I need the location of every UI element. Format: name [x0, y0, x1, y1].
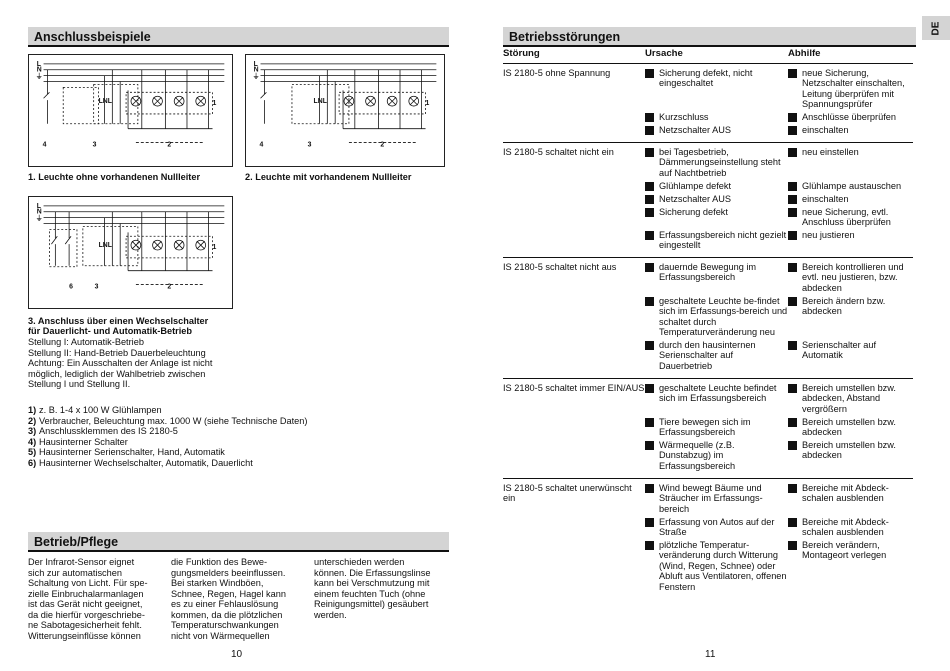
ursache-text: Sicherung defekt	[659, 206, 728, 217]
switch-note-line: Stellung I und Stellung II.	[28, 379, 131, 389]
care-line: nicht von Wärmequellen	[171, 630, 270, 641]
abhilfe-text: Bereich umstellen bzw. abdecken, Abstand vergrößern	[802, 382, 896, 414]
care-text-col1	[28, 557, 168, 641]
diagram2-label-N: N	[253, 66, 259, 74]
cell-abhilfe	[788, 478, 913, 599]
abhilfe-text: neu einstellen	[802, 146, 859, 157]
care-line: unterschieden werden	[314, 557, 405, 567]
ursache-item	[645, 68, 788, 110]
abhilfe-item	[788, 296, 913, 338]
bullet-square-icon	[788, 341, 797, 350]
diagram3-label-terminals: LNL	[98, 242, 112, 250]
legend-text: Hausinterner Schalter	[39, 436, 128, 447]
wiring-diagram-3	[28, 196, 233, 309]
cell-ursache	[645, 478, 788, 599]
legend-num: 5)	[28, 447, 37, 457]
page-number-left: 10	[231, 649, 243, 660]
abhilfe-item	[788, 207, 913, 228]
legend-text: Anschlussklemmen des IS 2180-5	[39, 426, 178, 436]
switch-note-line: möglich, lediglich der Wahlbetrieb zwischen	[28, 368, 206, 379]
abhilfe-item	[788, 440, 913, 472]
bullet-square-icon	[645, 195, 654, 204]
care-line: ist das Gerät nicht geeignet,	[28, 599, 143, 609]
diagram2-label-4: 4	[259, 141, 264, 149]
cell-ursache	[645, 378, 788, 478]
bullet-square-icon	[645, 263, 654, 272]
cell-ursache	[645, 257, 788, 378]
abhilfe-item	[788, 383, 913, 415]
abhilfe-text: Bereiche mit Abdeck-schalen ausblenden	[802, 516, 889, 537]
cell-stoerung: IS 2180-5 schaltet immer EIN/AUS	[503, 378, 645, 478]
legend-item	[28, 458, 307, 469]
care-line: kommen, da die plötzlichen	[171, 609, 283, 620]
abhilfe-text: neue Sicherung, Netzschalter einschalten, Leitung überprüfen mit Spannungsprüfer	[802, 67, 905, 109]
ursache-text: geschaltete Leuchte befindet sich im Erfassungsbereich	[659, 382, 777, 403]
ursache-item	[645, 383, 788, 415]
ursache-item	[645, 147, 788, 179]
troubleshooting-table	[503, 47, 913, 599]
diagram-label-2: 2	[167, 141, 172, 149]
troubleshooting-body	[503, 63, 913, 599]
care-line: sich zur automatischen	[28, 567, 122, 578]
diagram-label-4: 4	[42, 141, 47, 149]
cell-stoerung: IS 2180-5 schaltet unerwünscht ein	[503, 478, 645, 599]
ursache-item	[645, 125, 788, 136]
diagram3-label-2: 2	[167, 283, 172, 291]
bullet-square-icon	[645, 541, 654, 550]
wiring-diagram-2	[245, 54, 445, 167]
diagram-label-terminals: LNL	[98, 98, 112, 106]
bullet-square-icon	[645, 384, 654, 393]
bullet-square-icon	[788, 126, 797, 135]
legend-item	[28, 405, 307, 416]
ursache-text: dauernde Bewegung im Erfassungsbereich	[659, 261, 757, 282]
legend-item	[28, 447, 307, 458]
abhilfe-item	[788, 483, 913, 515]
section-title-betriebsstoerungen: Betriebsstörungen	[503, 27, 916, 47]
ursache-text: Wind bewegt Bäume und Sträucher im Erfassungs-bereich	[659, 482, 763, 514]
wiring-diagram-1-svg	[29, 55, 232, 166]
legend-num: 2)	[28, 415, 37, 426]
diagram-3-caption-line1: 3. Anschluss über einen Wechselschalter	[28, 316, 209, 326]
table-row	[503, 63, 913, 142]
bullet-square-icon	[645, 297, 654, 306]
care-text-col3	[314, 557, 454, 620]
bullet-square-icon	[645, 182, 654, 191]
legend-item	[28, 416, 307, 427]
bullet-square-icon	[645, 518, 654, 527]
care-line: Schaltung von Licht. Für spe-	[28, 578, 148, 588]
abhilfe-text: Bereich ändern bzw. abdecken	[802, 295, 886, 316]
abhilfe-text: Glühlampe austauschen	[802, 180, 902, 191]
diagram3-label-L: L	[36, 202, 41, 210]
ursache-item	[645, 483, 788, 515]
care-line: ne Sabotagesicherheit fehlt.	[28, 620, 142, 630]
diagram-1-caption: 1. Leuchte ohne vorhandenen Nullleiter	[28, 172, 201, 182]
language-tab-label: DE	[930, 21, 942, 35]
section-title-anschlussbeispiele: Anschlussbeispiele	[28, 27, 449, 47]
abhilfe-item	[788, 194, 913, 205]
switch-note-line: Stellung II: Hand-Betrieb Dauerbeleuchtung	[28, 347, 206, 358]
bullet-square-icon	[788, 441, 797, 450]
ursache-text: Erfassung von Autos auf der Straße	[659, 516, 775, 537]
abhilfe-item	[788, 340, 913, 372]
bullet-square-icon	[788, 182, 797, 191]
bullet-square-icon	[788, 518, 797, 527]
bullet-square-icon	[645, 441, 654, 450]
care-text-col2	[171, 557, 311, 641]
ursache-item	[645, 440, 788, 472]
ursache-text: Glühlampe defekt	[659, 180, 732, 191]
table-row	[503, 142, 913, 257]
bullet-square-icon	[645, 208, 654, 217]
diagram-legend	[28, 405, 307, 468]
bullet-square-icon	[645, 484, 654, 493]
diagram-label-PE: ⏚	[35, 73, 43, 81]
diagram2-label-3: 3	[307, 141, 312, 149]
diagram-3-caption-line2: für Dauerlicht- und Automatik-Betrieb	[28, 326, 193, 336]
care-line: einem feuchten Tuch (ohne	[314, 588, 426, 599]
diagram-label-N: N	[36, 66, 42, 74]
care-line: können. Die Erfassungslinse	[314, 567, 431, 578]
wiring-diagram-1	[28, 54, 233, 167]
cell-ursache	[645, 142, 788, 257]
table-row	[503, 257, 913, 378]
abhilfe-text: neu justieren	[802, 229, 855, 240]
ursache-text: bei Tagesbetrieb, Dämmerungseinstellung steht auf Nachtbetrieb	[659, 146, 781, 178]
care-line: Temperaturschwankungen	[171, 620, 279, 630]
care-line: es zu einer Fehlauslösung	[171, 599, 279, 609]
legend-item	[28, 437, 307, 448]
abhilfe-text: neue Sicherung, evtl. Anschluss überprüfen	[802, 206, 891, 227]
ursache-item	[645, 517, 788, 538]
ursache-item	[645, 181, 788, 192]
diagram2-label-1: 1	[425, 100, 430, 108]
ursache-text: Kurzschluss	[659, 111, 709, 122]
cell-stoerung: IS 2180-5 ohne Spannung	[503, 67, 611, 78]
ursache-text: durch den hausinternen Serienschalter auf Dauerbetrieb	[659, 339, 756, 371]
abhilfe-item	[788, 125, 913, 136]
header-ursache: Ursache	[645, 47, 788, 63]
abhilfe-item	[788, 540, 913, 593]
legend-text: Hausinterner Serienschalter, Hand, Automatik	[39, 447, 225, 457]
diagram-label-1: 1	[212, 100, 217, 108]
abhilfe-item	[788, 417, 913, 438]
header-abhilfe: Abhilfe	[788, 47, 913, 63]
abhilfe-item	[788, 112, 913, 123]
switch-position-notes	[28, 337, 212, 390]
header-stoerung: Störung	[503, 47, 645, 63]
bullet-square-icon	[788, 195, 797, 204]
care-line: Reinigungsmittel) gesäubert	[314, 599, 429, 609]
ursache-item	[645, 112, 788, 123]
legend-text: Verbraucher, Beleuchtung max. 1000 W (siehe Technische Daten)	[39, 415, 308, 426]
abhilfe-text: Anschlüsse überprüfen	[802, 111, 896, 122]
care-line: da die hierfür vorgeschriebe-	[28, 609, 145, 620]
care-line: gungsmelders beeinflussen.	[171, 567, 286, 578]
abhilfe-text: Bereich umstellen bzw. abdecken	[802, 416, 896, 437]
legend-num: 6)	[28, 457, 37, 468]
abhilfe-text: einschalten	[802, 193, 849, 204]
abhilfe-item	[788, 262, 913, 294]
ursache-text: Tiere bewegen sich im Erfassungsbereich	[659, 416, 751, 437]
ursache-text: plötzliche Temperatur-veränderung durch Witterung (Wind, Regen, Schnee) oder Abluft aus Ventilatoren, offenen Fenstern	[659, 539, 787, 592]
care-line: die Funktion des Bewe-	[171, 557, 268, 567]
bullet-square-icon	[788, 384, 797, 393]
abhilfe-text: Bereiche mit Abdeck-schalen ausblenden	[802, 482, 889, 503]
table-row	[503, 378, 913, 478]
diagram2-label-terminals: LNL	[313, 98, 327, 106]
care-line: Der Infrarot-Sensor eignet	[28, 557, 135, 567]
diagram3-label-N: N	[36, 208, 42, 216]
wiring-diagram-3-svg	[29, 197, 232, 308]
care-line: Bei starken Windböen,	[171, 578, 264, 588]
diagram2-label-PE: ⏚	[252, 73, 260, 81]
abhilfe-item	[788, 230, 913, 251]
ursache-item	[645, 540, 788, 593]
diagram-2-caption: 2. Leuchte mit vorhandenem Nullleiter	[245, 172, 412, 182]
ursache-text: geschaltete Leuchte be-findet sich im Erfassungs-bereich und schaltet durch Temperaturveränderung neu	[659, 295, 788, 337]
care-line: Witterungseinflüsse können	[28, 630, 141, 641]
cell-abhilfe	[788, 63, 913, 142]
care-line: kann bei Verschmutzung mit	[314, 578, 430, 588]
care-line: Schnee, Regen, Hagel kann	[171, 588, 286, 599]
ursache-text: Netzschalter AUS	[659, 124, 731, 135]
diagram3-label-3: 3	[94, 283, 99, 291]
cell-abhilfe	[788, 142, 913, 257]
ursache-text: Netzschalter AUS	[659, 193, 731, 204]
cell-abhilfe	[788, 378, 913, 478]
legend-num: 4)	[28, 436, 37, 447]
switch-note-line: Achtung: Ein Ausschalten der Anlage ist nicht	[28, 358, 213, 368]
legend-text: z. B. 1-4 x 100 W Glühlampen	[39, 405, 162, 415]
care-line: zielle Einbruchalarmanlagen	[28, 588, 144, 599]
ursache-text: Erfassungsbereich nicht gezielt eingestellt	[659, 229, 787, 250]
ursache-item	[645, 340, 788, 372]
ursache-text: Wärmequelle (z.B. Dunstabzug) im Erfassungsbereich	[659, 439, 736, 471]
abhilfe-item	[788, 68, 913, 110]
bullet-square-icon	[788, 113, 797, 122]
bullet-square-icon	[645, 148, 654, 157]
diagram2-label-2: 2	[380, 141, 385, 149]
cell-ursache	[645, 63, 788, 142]
abhilfe-text: Bereich kontrollieren und evtl. neu justieren, bzw. abdecken	[802, 261, 904, 293]
ursache-item	[645, 194, 788, 205]
bullet-square-icon	[788, 418, 797, 427]
ursache-text: Sicherung defekt, nicht eingeschaltet	[659, 67, 753, 88]
bullet-square-icon	[788, 484, 797, 493]
diagram3-label-1: 1	[212, 244, 217, 252]
cell-abhilfe	[788, 257, 913, 378]
bullet-square-icon	[788, 297, 797, 306]
diagram3-label-PE: ⏚	[35, 215, 43, 223]
abhilfe-text: Bereich umstellen bzw. abdecken	[802, 439, 896, 460]
ursache-item	[645, 230, 788, 251]
ursache-item	[645, 417, 788, 438]
abhilfe-item	[788, 181, 913, 192]
bullet-square-icon	[788, 263, 797, 272]
language-tab	[922, 16, 950, 40]
bullet-square-icon	[645, 341, 654, 350]
legend-num: 1)	[28, 405, 37, 415]
bullet-square-icon	[645, 69, 654, 78]
diagram2-label-L: L	[253, 60, 258, 68]
cell-stoerung: IS 2180-5 schaltet nicht ein	[503, 142, 645, 257]
legend-text: Hausinterner Wechselschalter, Automatik, Dauerlicht	[39, 457, 253, 468]
switch-note-line: Stellung I: Automatik-Betrieb	[28, 337, 144, 347]
bullet-square-icon	[788, 148, 797, 157]
legend-num: 3)	[28, 426, 37, 436]
bullet-square-icon	[645, 113, 654, 122]
bullet-square-icon	[788, 541, 797, 550]
ursache-item	[645, 207, 788, 228]
diagram-label-3: 3	[92, 141, 97, 149]
care-line: werden.	[314, 609, 347, 620]
bullet-square-icon	[645, 418, 654, 427]
ursache-item	[645, 296, 788, 338]
abhilfe-text: einschalten	[802, 124, 849, 135]
bullet-square-icon	[788, 69, 797, 78]
table-row	[503, 478, 913, 599]
diagram-label-L: L	[36, 60, 41, 68]
bullet-square-icon	[788, 208, 797, 217]
abhilfe-item	[788, 147, 913, 179]
bullet-square-icon	[645, 126, 654, 135]
bullet-square-icon	[788, 231, 797, 240]
cell-stoerung: IS 2180-5 schaltet nicht aus	[503, 257, 645, 378]
ursache-item	[645, 262, 788, 294]
wiring-diagram-2-svg	[246, 55, 444, 166]
diagram3-label-6: 6	[69, 283, 73, 291]
abhilfe-item	[788, 517, 913, 538]
page-number-right: 11	[705, 649, 716, 660]
table-header-row	[503, 47, 913, 63]
abhilfe-text: Serienschalter auf Automatik	[802, 339, 877, 360]
section-title-betrieb-pflege: Betrieb/Pflege	[28, 532, 449, 552]
legend-item	[28, 426, 307, 437]
page-right	[475, 0, 950, 671]
abhilfe-text: Bereich verändern, Montageort verlegen	[802, 539, 887, 560]
bullet-square-icon	[645, 231, 654, 240]
